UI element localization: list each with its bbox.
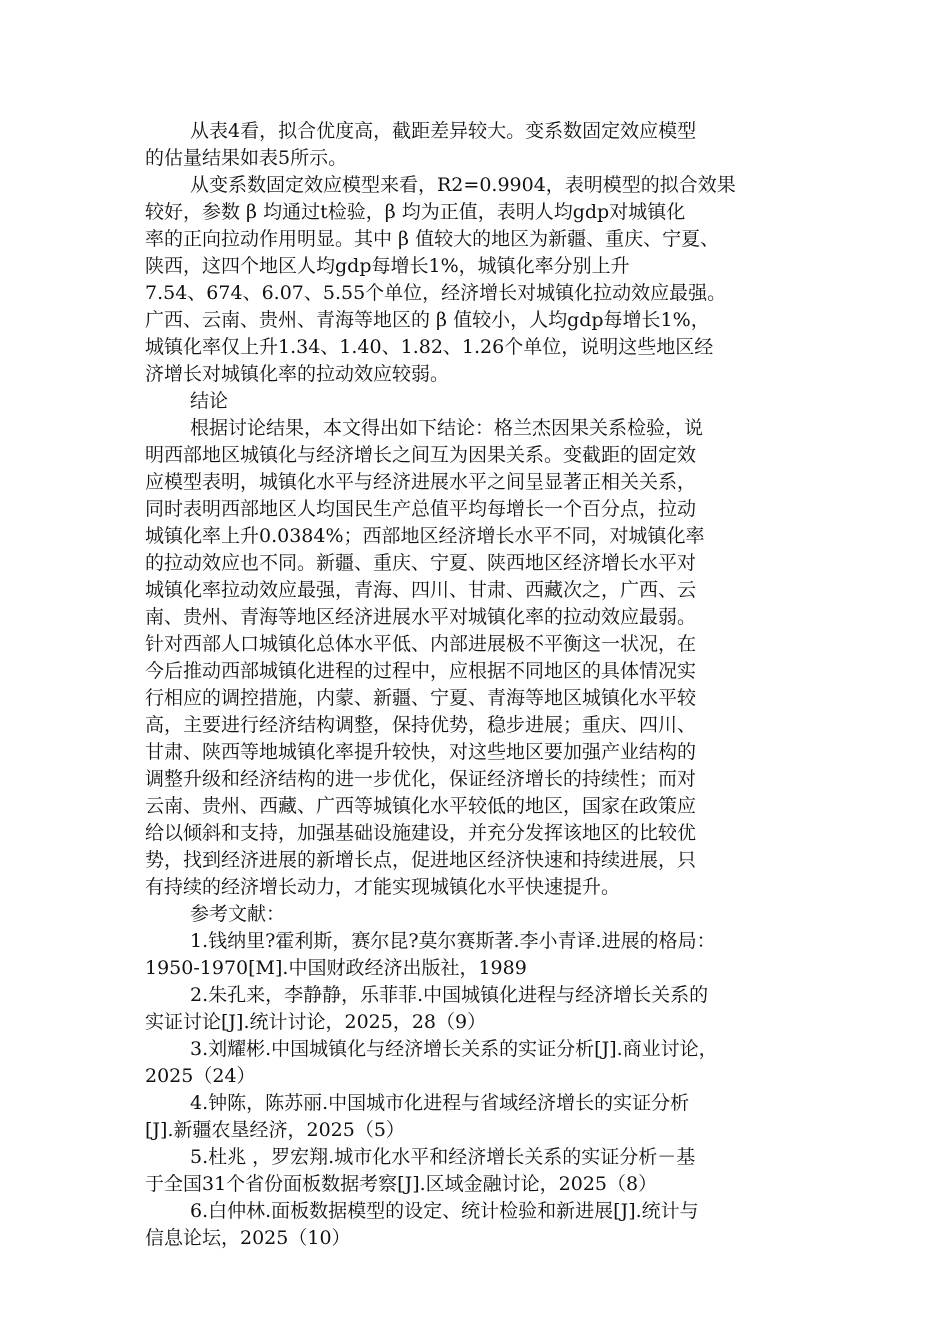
text-line: 有持续的经济增长动力，才能实现城镇化水平快速提升。 xyxy=(145,876,621,898)
text-line: 城镇化率上升0.0384%；西部地区经济增长水平不同，对城镇化率 xyxy=(145,525,705,547)
text-line: 同时表明西部地区人均国民生产总值平均每增长一个百分点，拉动 xyxy=(145,498,697,520)
text-line: 7.54、674、6.07、5.55个单位，经济增长对城镇化拉动效应最强。 xyxy=(145,282,727,304)
text-line: 调整升级和经济结构的进一步优化，保证经济增长的持续性；而对 xyxy=(145,768,697,790)
text-line: 根据讨论结果，本文得出如下结论：格兰杰因果关系检验，说 xyxy=(190,417,704,439)
text-line: 结论 xyxy=(190,390,229,412)
text-line: 实证讨论[J].统计讨论，2025，28（9） xyxy=(145,1011,487,1033)
text-line: 明西部地区城镇化与经济增长之间互为因果关系。变截距的固定效 xyxy=(145,444,697,466)
text-line: 陕西，这四个地区人均gdp每增长1%，城镇化率分别上升 xyxy=(145,255,630,277)
text-line: 参考文献： xyxy=(190,903,286,925)
text-line: 于全国31个省份面板数据考察[J].区域金融讨论，2025（8） xyxy=(145,1173,658,1195)
text-line: 南、贵州、青海等地区经济进展水平对城镇化率的拉动效应最弱。 xyxy=(145,606,697,628)
text-line: 甘肃、陕西等地城镇化率提升较快，对这些地区要加强产业结构的 xyxy=(145,741,697,763)
text-line: 的拉动效应也不同。新疆、重庆、宁夏、陕西地区经济增长水平对 xyxy=(145,552,697,574)
text-line: 针对西部人口城镇化总体水平低、内部进展极不平衡这一状况，在 xyxy=(145,633,697,655)
text-line: 云南、贵州、西藏、广西等城镇化水平较低的地区，国家在政策应 xyxy=(145,795,697,817)
text-line: 从表4看，拟合优度高，截距差异较大。变系数固定效应模型 xyxy=(190,120,697,142)
text-line: 高，主要进行经济结构调整，保持优势，稳步进展；重庆、四川、 xyxy=(145,714,697,736)
text-line: 1.钱纳里?霍利斯，赛尔昆?莫尔赛斯著.李小青译.进展的格局： xyxy=(190,930,716,952)
text-line: 4.钟陈，陈苏丽.中国城市化进程与省域经济增长的实证分析 xyxy=(190,1092,690,1114)
text-line: 势，找到经济进展的新增长点，促进地区经济快速和持续进展，只 xyxy=(145,849,697,871)
text-line: 城镇化率仅上升1.34、1.40、1.82、1.26个单位，说明这些地区经 xyxy=(145,336,714,358)
text-line: 6.白仲林.面板数据模型的设定、统计检验和新进展[J].统计与 xyxy=(190,1200,699,1222)
text-line: 2.朱孔来，李静静，乐菲菲.中国城镇化进程与经济增长关系的 xyxy=(190,984,709,1006)
text-line: 信息论坛，2025（10） xyxy=(145,1227,351,1249)
text-line: 广西、云南、贵州、青海等地区的 β 值较小，人均gdp每增长1%， xyxy=(145,309,710,331)
text-line: 1950-1970[M].中国财政经济出版社，1989 xyxy=(145,957,527,979)
text-line: 给以倾斜和支持，加强基础设施建设，并充分发挥该地区的比较优 xyxy=(145,822,697,844)
text-line: 从变系数固定效应模型来看，R2=0.9904，表明模型的拟合效果 xyxy=(190,174,736,196)
text-line: 5.杜兆 ，罗宏翔.城市化水平和经济增长关系的实证分析－基 xyxy=(190,1146,696,1168)
text-line: 率的正向拉动作用明显。其中 β 值较大的地区为新疆、重庆、宁夏、 xyxy=(145,228,720,250)
text-line: 济增长对城镇化率的拉动效应较弱。 xyxy=(145,363,450,385)
text-line: 2025（24） xyxy=(145,1065,256,1087)
document-body xyxy=(145,118,810,1252)
text-line: 行相应的调控措施，内蒙、新疆、宁夏、青海等地区城镇化水平较 xyxy=(145,687,697,709)
text-line: [J].新疆农垦经济，2025（5） xyxy=(145,1119,405,1141)
text-line: 的估量结果如表5所示。 xyxy=(145,147,348,169)
text-line: 3.刘耀彬.中国城镇化与经济增长关系的实证分析[J].商业讨论， xyxy=(190,1038,718,1060)
text-line: 城镇化率拉动效应最强，青海、四川、甘肃、西藏次之，广西、云 xyxy=(145,579,697,601)
text-line: 应模型表明，城镇化水平与经济进展水平之间呈显著正相关关系， xyxy=(145,471,697,493)
text-line: 较好，参数 β 均通过t检验，β 均为正值，表明人均gdp对城镇化 xyxy=(145,201,686,223)
text-line: 今后推动西部城镇化进程的过程中，应根据不同地区的具体情况实 xyxy=(145,660,697,682)
